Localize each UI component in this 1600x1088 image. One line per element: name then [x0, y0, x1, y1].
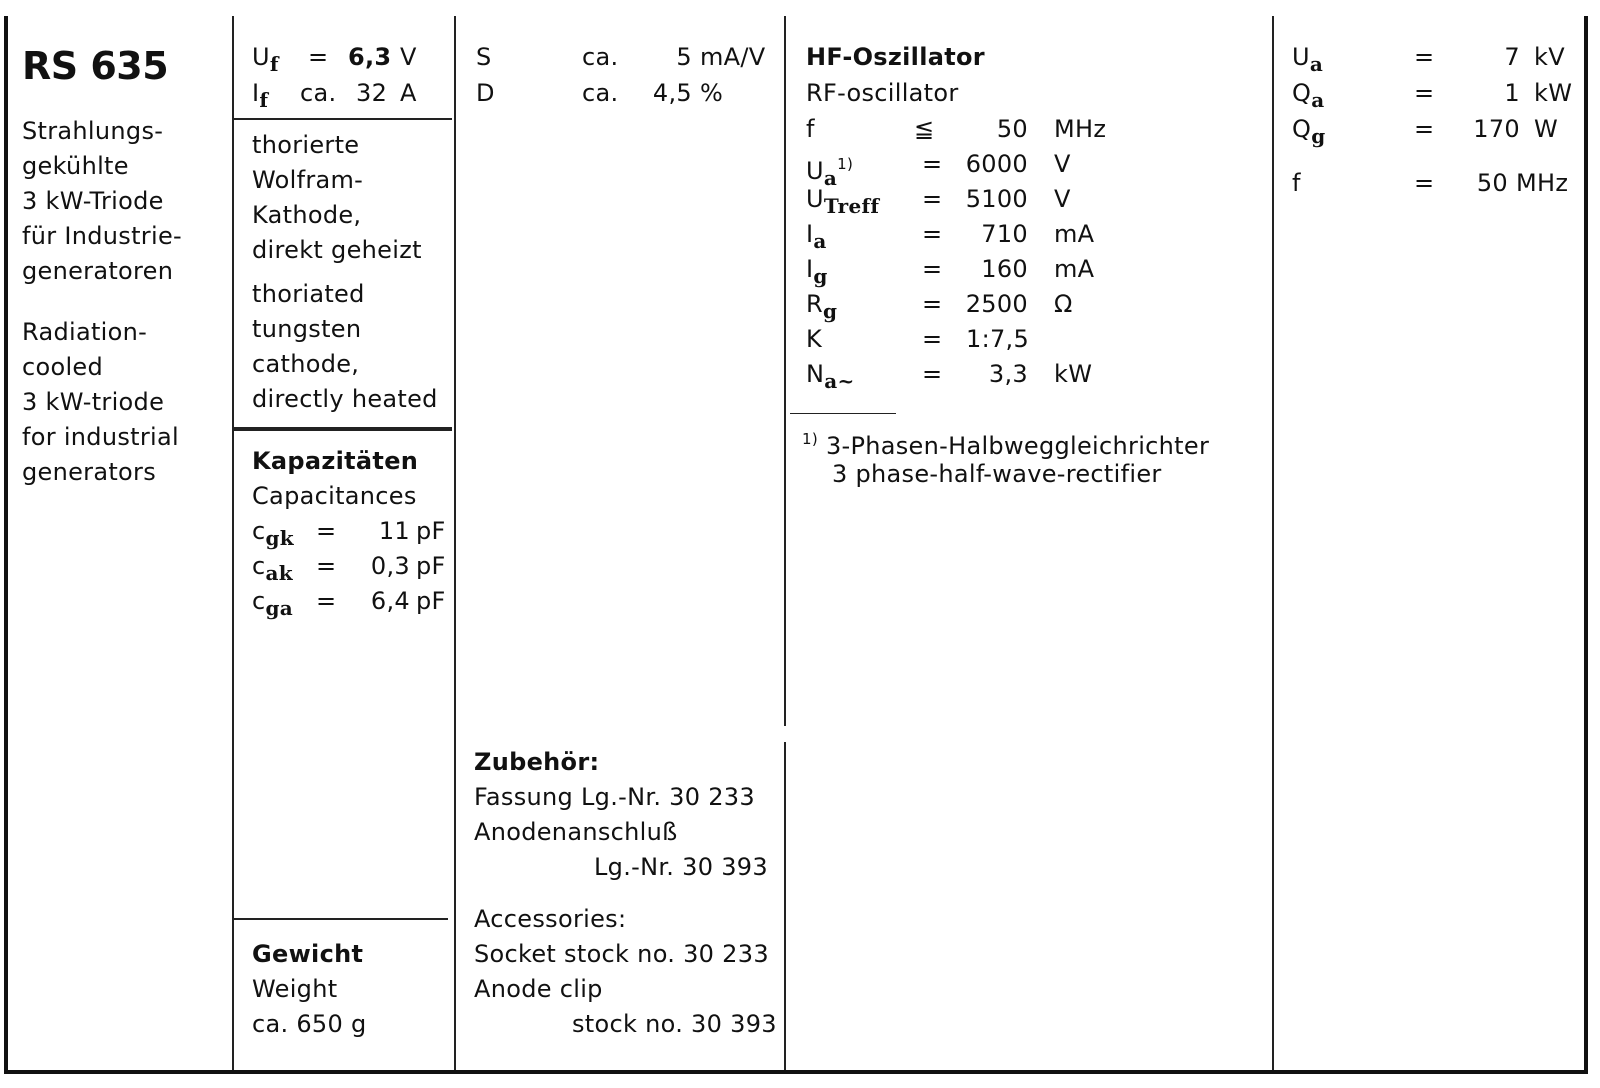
- osc-f-unit: MHz: [1054, 115, 1107, 143]
- char-s-symbol: S: [476, 43, 492, 71]
- osc-ig-value: 160: [981, 255, 1028, 283]
- osc-ig-eq: =: [922, 255, 943, 283]
- limit-ua-eq: =: [1414, 43, 1435, 71]
- cathode-en-4: directly heated: [252, 385, 438, 413]
- limit-qg-value: 170: [1473, 115, 1520, 143]
- osc-ua-value: 6000: [965, 150, 1028, 178]
- rule-thick: [234, 427, 452, 431]
- rule-footnote: [790, 413, 896, 414]
- osc-k-symbol: K: [806, 325, 823, 353]
- osc-utreff-eq: =: [922, 185, 943, 213]
- capacitance-ga-symbol: $c_{ga}$: [252, 587, 294, 620]
- description-de-5: generatoren: [22, 257, 174, 285]
- cathode-en-1: thoriated: [252, 280, 365, 308]
- osc-na-symbol: $N_{a\sim}$: [806, 360, 855, 393]
- description-en-3: 3 kW-triode: [22, 388, 165, 416]
- accessories-en-1: Socket stock no. 30 233: [474, 940, 769, 968]
- heater-voltage-eq: =: [308, 43, 329, 71]
- accessories-en-2: Anode clip: [474, 975, 603, 1003]
- description-en-5: generators: [22, 458, 157, 486]
- cathode-en-2: tungsten: [252, 315, 362, 343]
- osc-na-unit: kW: [1054, 360, 1093, 388]
- cathode-de-1: thorierte: [252, 131, 360, 159]
- capacitance-ga-unit: pF: [416, 587, 446, 615]
- char-s-unit: mA/V: [700, 43, 766, 71]
- osc-k-value: 1:7,5: [966, 325, 1030, 353]
- rule-heater: [234, 118, 452, 120]
- osc-rg-unit: Ω: [1054, 290, 1073, 318]
- capacitance-ga-value: 6,4: [370, 587, 410, 615]
- osc-rg-value: 2500: [965, 290, 1028, 318]
- limit-qa-eq: =: [1414, 79, 1435, 107]
- footnote-en: 3 phase-half-wave-rectifier: [832, 460, 1162, 488]
- char-d-symbol: D: [476, 79, 495, 107]
- limit-qg-eq: =: [1414, 115, 1435, 143]
- osc-utreff-symbol: $U_{Treff}$: [806, 185, 880, 218]
- char-s-ca: ca.: [582, 43, 619, 71]
- heater-voltage-symbol: $U_f$: [252, 43, 279, 76]
- heater-current-ca: ca.: [300, 79, 337, 107]
- limit-qa-symbol: $Q_a$: [1292, 79, 1325, 112]
- osc-ig-symbol: $I_g$: [806, 255, 828, 288]
- divider-4: [1272, 16, 1274, 1070]
- accessories-de-3: Lg.-Nr. 30 393: [594, 853, 768, 881]
- accessories-de-2: Anodenanschluß: [474, 818, 678, 846]
- osc-na-value: 3,3: [988, 360, 1028, 388]
- osc-f-value: 50: [996, 115, 1028, 143]
- capacitance-gk-unit: pF: [416, 517, 446, 545]
- limit-f-symbol: f: [1292, 169, 1301, 197]
- osc-na-eq: =: [922, 360, 943, 388]
- table-frame: [4, 16, 1588, 1074]
- heater-current-unit: A: [400, 79, 417, 107]
- accessories-title-de: Zubehör:: [474, 748, 600, 776]
- divider-3: [784, 16, 786, 726]
- accessories-de-1: Fassung Lg.-Nr. 30 233: [474, 783, 755, 811]
- osc-utreff-value: 5100: [965, 185, 1028, 213]
- limit-ua-unit: kV: [1534, 43, 1565, 71]
- osc-rg-eq: =: [922, 290, 943, 318]
- cathode-de-2: Wolfram-: [252, 166, 364, 194]
- divider-2: [454, 16, 456, 1070]
- char-d-ca: ca.: [582, 79, 619, 107]
- heater-voltage-unit: V: [400, 43, 417, 71]
- osc-ia-symbol: $I_a$: [806, 220, 827, 253]
- accessories-title-en: Accessories:: [474, 905, 627, 933]
- osc-k-eq: =: [922, 325, 943, 353]
- char-s-value: 5: [676, 43, 692, 71]
- capacitance-ak-symbol: $c_{ak}$: [252, 552, 293, 585]
- capacitance-ga-eq: =: [316, 587, 337, 615]
- description-en-4: for industrial: [22, 423, 179, 451]
- capacitance-ak-unit: pF: [416, 552, 446, 580]
- osc-f-symbol: f: [806, 115, 815, 143]
- osc-ua-unit: V: [1054, 150, 1071, 178]
- description-de-2: gekühlte: [22, 152, 129, 180]
- capacitance-ak-value: 0,3: [370, 552, 410, 580]
- heater-current-value: 32: [356, 79, 388, 107]
- heater-voltage-value: 6,3: [348, 43, 392, 71]
- limit-f-unit: MHz: [1516, 169, 1569, 197]
- osc-ia-unit: mA: [1054, 220, 1095, 248]
- capacitance-ak-eq: =: [316, 552, 337, 580]
- weight-value: ca. 650 g: [252, 1010, 367, 1038]
- osc-ua-symbol: $U_a^{1)}$: [806, 155, 854, 190]
- capacitance-gk-symbol: $c_{gk}$: [252, 517, 294, 550]
- capacitance-gk-eq: =: [316, 517, 337, 545]
- weight-title-en: Weight: [252, 975, 338, 1003]
- char-d-value: 4,5: [652, 79, 692, 107]
- rule-weight: [234, 918, 448, 920]
- footnote-de: $^{1)}$ 3-Phasen-Halbweggleichrichter: [802, 430, 1210, 460]
- osc-rg-symbol: $R_g$: [806, 290, 838, 323]
- limit-f-value: 50: [1476, 169, 1508, 197]
- heater-current-symbol: $I_f$: [252, 79, 269, 112]
- cathode-de-3: Kathode,: [252, 201, 362, 229]
- osc-f-eq: ≦: [914, 115, 935, 143]
- description-de-4: für Industrie-: [22, 222, 182, 250]
- limit-qa-unit: kW: [1534, 79, 1573, 107]
- accessories-en-3: stock no. 30 393: [572, 1010, 777, 1038]
- divider-3b: [784, 742, 786, 1070]
- osc-utreff-unit: V: [1054, 185, 1071, 213]
- osc-ia-eq: =: [922, 220, 943, 248]
- char-d-unit: %: [700, 79, 724, 107]
- model-title: RS 635: [22, 44, 169, 88]
- divider-1: [232, 16, 234, 1070]
- cathode-en-3: cathode,: [252, 350, 360, 378]
- capacitances-title-en: Capacitances: [252, 482, 417, 510]
- limit-ua-value: 7: [1504, 43, 1520, 71]
- osc-ia-value: 710: [981, 220, 1028, 248]
- limit-qg-unit: W: [1534, 115, 1559, 143]
- osc-ig-unit: mA: [1054, 255, 1095, 283]
- description-de-3: 3 kW-Triode: [22, 187, 164, 215]
- limit-ua-symbol: $U_a$: [1292, 43, 1324, 76]
- limit-qg-symbol: $Q_g$: [1292, 115, 1326, 148]
- description-en-2: cooled: [22, 353, 104, 381]
- description-en-1: Radiation-: [22, 318, 148, 346]
- oscillator-title-de: HF-Oszillator: [806, 43, 985, 71]
- capacitances-title-de: Kapazitäten: [252, 447, 419, 475]
- limit-f-eq: =: [1414, 169, 1435, 197]
- weight-title-de: Gewicht: [252, 940, 364, 968]
- limit-qa-value: 1: [1504, 79, 1520, 107]
- capacitance-gk-value: 11: [378, 517, 410, 545]
- description-de-1: Strahlungs-: [22, 117, 164, 145]
- cathode-de-4: direkt geheizt: [252, 236, 422, 264]
- osc-ua-eq: =: [922, 150, 943, 178]
- oscillator-title-en: RF-oscillator: [806, 79, 959, 107]
